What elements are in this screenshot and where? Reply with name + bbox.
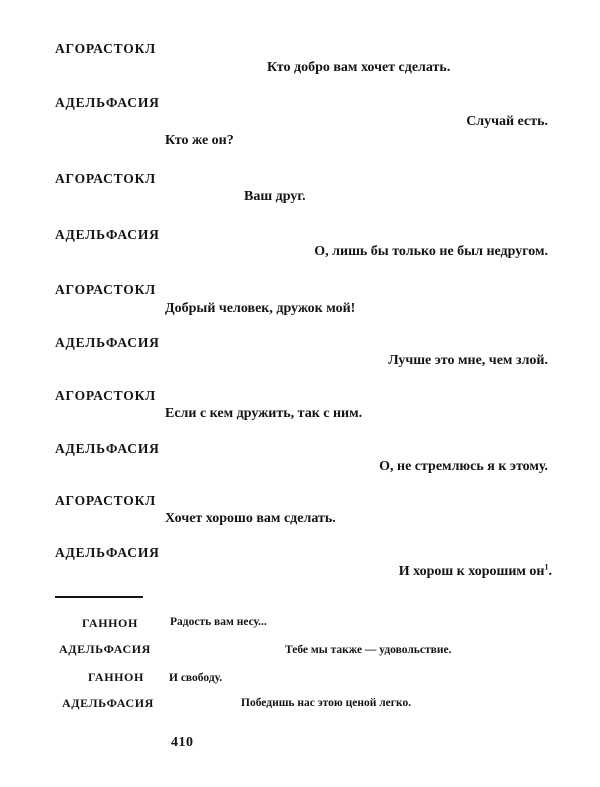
dialogue-line: Добрый человек, дружок мой! [165, 301, 356, 316]
dialogue-line: Кто же он? [165, 133, 234, 148]
footnote-speaker: ГАННОН [82, 616, 138, 630]
speaker-name: АГОРАСТОКЛ [55, 493, 157, 508]
footnote-line: И свободу. [169, 672, 223, 684]
dialogue-line [398, 562, 552, 579]
footnote-marker: 1 [544, 562, 549, 572]
footnote-speaker: ГАННОН [88, 670, 144, 684]
dialogue-line: О, лишь бы только не был недругом. [314, 244, 548, 259]
footnote-line: Тебе мы также — удовольствие. [285, 644, 452, 656]
dialogue-line-trail: . [548, 564, 552, 579]
footnote-rule [55, 596, 143, 598]
dialogue-line: Ваш друг. [244, 189, 306, 204]
dialogue-line: Кто добро вам хочет сделать. [267, 60, 451, 75]
speaker-name: АДЕЛЬФАСИЯ [55, 227, 160, 242]
speaker-name: АДЕЛЬФАСИЯ [55, 335, 160, 350]
speaker-name: АДЕЛЬФАСИЯ [55, 441, 160, 456]
dialogue-line: Если с кем дружить, так с ним. [165, 406, 363, 421]
dialogue-line-text: И хорош к хорошим он [398, 564, 545, 579]
footnote-line: Радость вам несу... [170, 616, 267, 628]
footnote-speaker: АДЕЛЬФАСИЯ [59, 642, 151, 656]
footnote-speaker: АДЕЛЬФАСИЯ [62, 696, 154, 710]
dialogue-line: Лучше это мне, чем злой. [388, 353, 548, 368]
speaker-name: АДЕЛЬФАСИЯ [55, 95, 160, 110]
dialogue-line: О, не стремлюсь я к этому. [379, 459, 548, 474]
page-number: 410 [171, 735, 194, 750]
speaker-name: АГОРАСТОКЛ [55, 388, 157, 403]
speaker-name: АГОРАСТОКЛ [55, 282, 157, 297]
speaker-name: АГОРАСТОКЛ [55, 41, 157, 56]
dialogue-line: Хочет хорошо вам сделать. [165, 511, 336, 526]
dialogue-line: Случай есть. [466, 114, 548, 129]
speaker-name: АГОРАСТОКЛ [55, 171, 157, 186]
speaker-name: АДЕЛЬФАСИЯ [55, 545, 160, 560]
footnote-line: Победишь нас этою ценой легко. [241, 697, 412, 709]
